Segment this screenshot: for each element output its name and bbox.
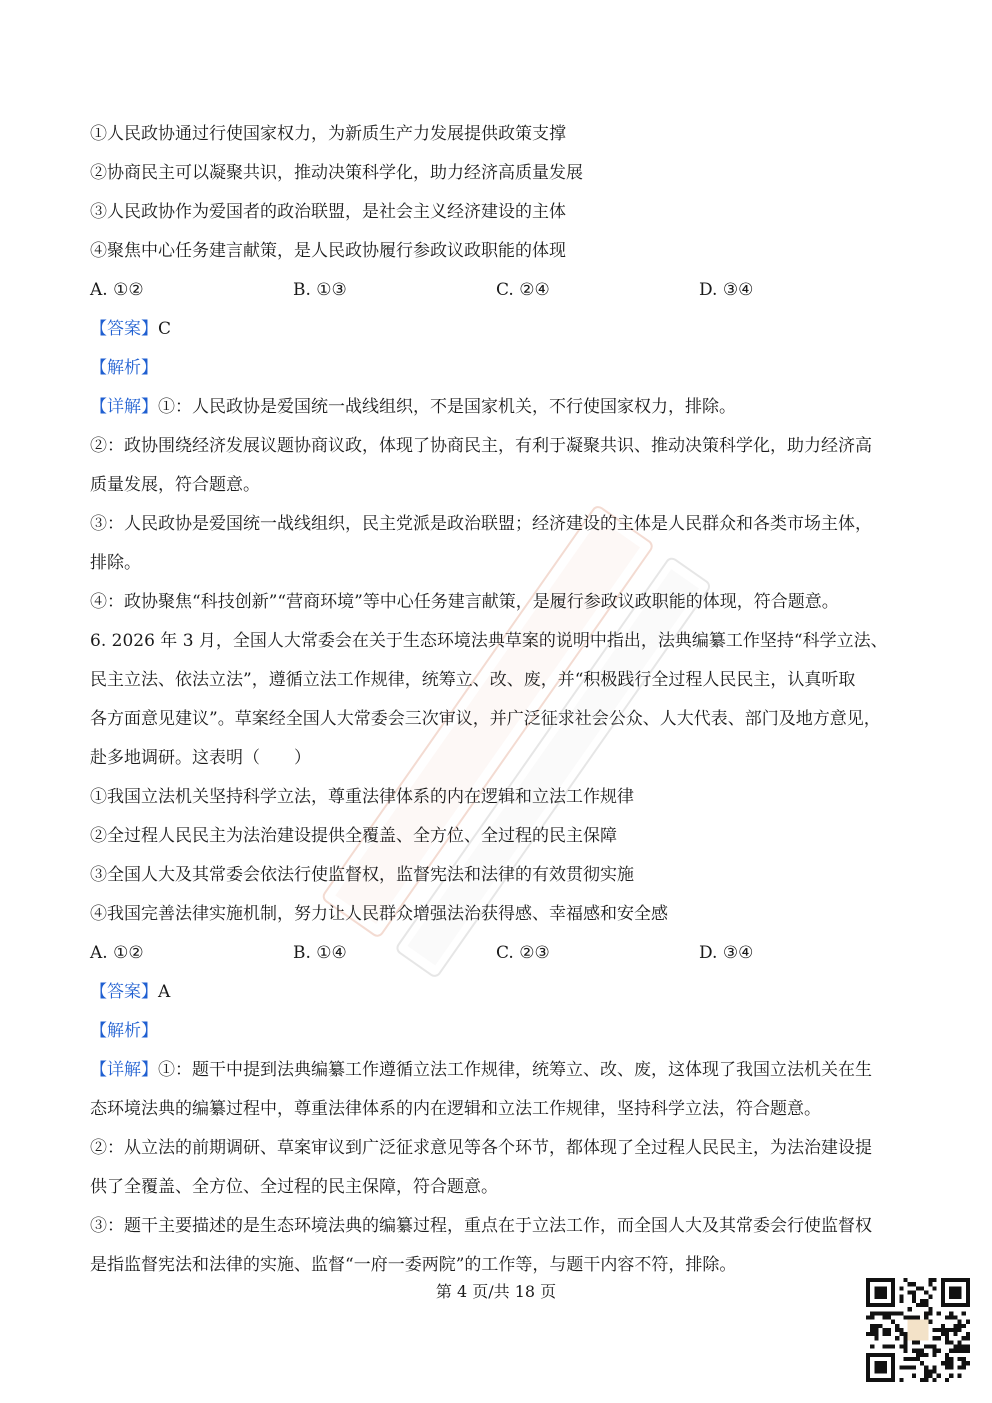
page-footer: 第 4 页/共 18 页 [435,1282,557,1301]
q6-choice-b: B. ①④ [293,943,347,963]
q6-choice-a: A. ①② [90,943,144,963]
q5-detail-2b: 质量发展，符合题意。 [90,475,260,495]
q5-analysis-heading [90,349,902,388]
q5-option-1: ①人民政协通过行使国家权力，为新质生产力发展提供政策支撑 [90,124,566,144]
q5-choice-d: D. ③④ [699,280,754,300]
q6-choice-d: D. ③④ [699,943,754,963]
q5-choices [90,271,902,310]
q5-detail-3a: ③：人民政协是爱国统一战线组织，民主党派是政治联盟；经济建设的主体是人民群众和各类市场主体， [90,514,872,534]
q6-option-1: ①我国立法机关坚持科学立法，尊重法律体系的内在逻辑和立法工作规律 [90,787,634,807]
q6-detail-3a: ③：题干主要描述的是生态环境法典的编纂过程，重点在于立法工作，而全国人大及其常委会行使监督权 [90,1216,872,1236]
answer-tag: 【答案】 [90,319,158,339]
answer-value: A [158,982,171,1002]
q5-detail-4: ④：政协聚焦“科技创新”“营商环境”等中心任务建言献策，是履行参政议政职能的体现，符合题意。 [90,592,839,612]
q5-choice-a: A. ①② [90,280,144,300]
q6-option-2: ②全过程人民民主为法治建设提供全覆盖、全方位、全过程的民主保障 [90,826,617,846]
analysis-tag: 【解析】 [90,358,158,378]
q6-detail-1a: 【详解】①：题干中提到法典编纂工作遵循立法工作规律，统筹立、改、废，这体现了我国立法机关在生 [90,1060,872,1080]
q5-choice-c: C. ②④ [496,280,550,300]
q6-detail-2b: 供了全覆盖、全方位、全过程的民主保障，符合题意。 [90,1177,498,1197]
q6-answer [90,973,902,1012]
detail-tag: 【详解】 [90,1060,158,1080]
q5-detail-3b: 排除。 [90,553,141,573]
answer-tag: 【答案】 [90,982,158,1002]
q5-option-4: ④聚焦中心任务建言献策，是人民政协履行参政议政职能的体现 [90,241,566,261]
q6-stem-2: 民主立法、依法立法”，遵循立法工作规律，统筹立、改、废，并“积极践行全过程人民民主，认真听取 [90,670,856,690]
q6-detail-2a: ②：从立法的前期调研、草案审议到广泛征求意见等各个环节，都体现了全过程人民民主，为法治建设提 [90,1138,872,1158]
q6-analysis-heading [90,1012,902,1051]
q5-detail-1: 【详解】①：人民政协是爱国统一战线组织，不是国家机关，不行使国家权力，排除。 [90,397,736,417]
q6-detail-3b: 是指监督宪法和法律的实施、监督“一府一委两院”的工作等，与题干内容不符，排除。 [90,1255,737,1275]
q6-stem-3: 各方面意见建议”。草案经全国人大常委会三次审议，并广泛征求社会公众、人大代表、部门及地方意见， [90,709,881,729]
q6-option-3: ③全国人大及其常委会依法行使监督权，监督宪法和法律的有效贯彻实施 [90,865,634,885]
q6-detail-1b: 态环境法典的编纂过程中，尊重法律体系的内在逻辑和立法工作规律，坚持科学立法，符合题意。 [90,1099,821,1119]
q6-stem-1: 6. 2026 年 3 月，全国人大常委会在关于生态环境法典草案的说明中指出，法典编纂工作坚持“科学立法、 [90,631,888,651]
q5-detail-2a: ②：政协围绕经济发展议题协商议政，体现了协商民主，有利于凝聚共识、推动决策科学化，助力经济高 [90,436,872,456]
q5-choice-b: B. ①③ [293,280,347,300]
analysis-tag: 【解析】 [90,1021,158,1041]
q5-answer [90,310,902,349]
answer-value: C [158,319,172,339]
q5-option-2: ②协商民主可以凝聚共识，推动决策科学化，助力经济高质量发展 [90,163,583,183]
q6-choice-c: C. ②③ [496,943,550,963]
qr-code-icon [866,1278,970,1382]
q6-option-4: ④我国完善法律实施机制，努力让人民群众增强法治获得感、幸福感和安全感 [90,904,668,924]
q6-stem-4: 赴多地调研。这表明（ ） [90,748,311,768]
q5-option-3: ③人民政协作为爱国者的政治联盟，是社会主义经济建设的主体 [90,202,566,222]
q6-choices [90,934,902,973]
document-body [90,115,902,1285]
detail-tag: 【详解】 [90,397,158,417]
